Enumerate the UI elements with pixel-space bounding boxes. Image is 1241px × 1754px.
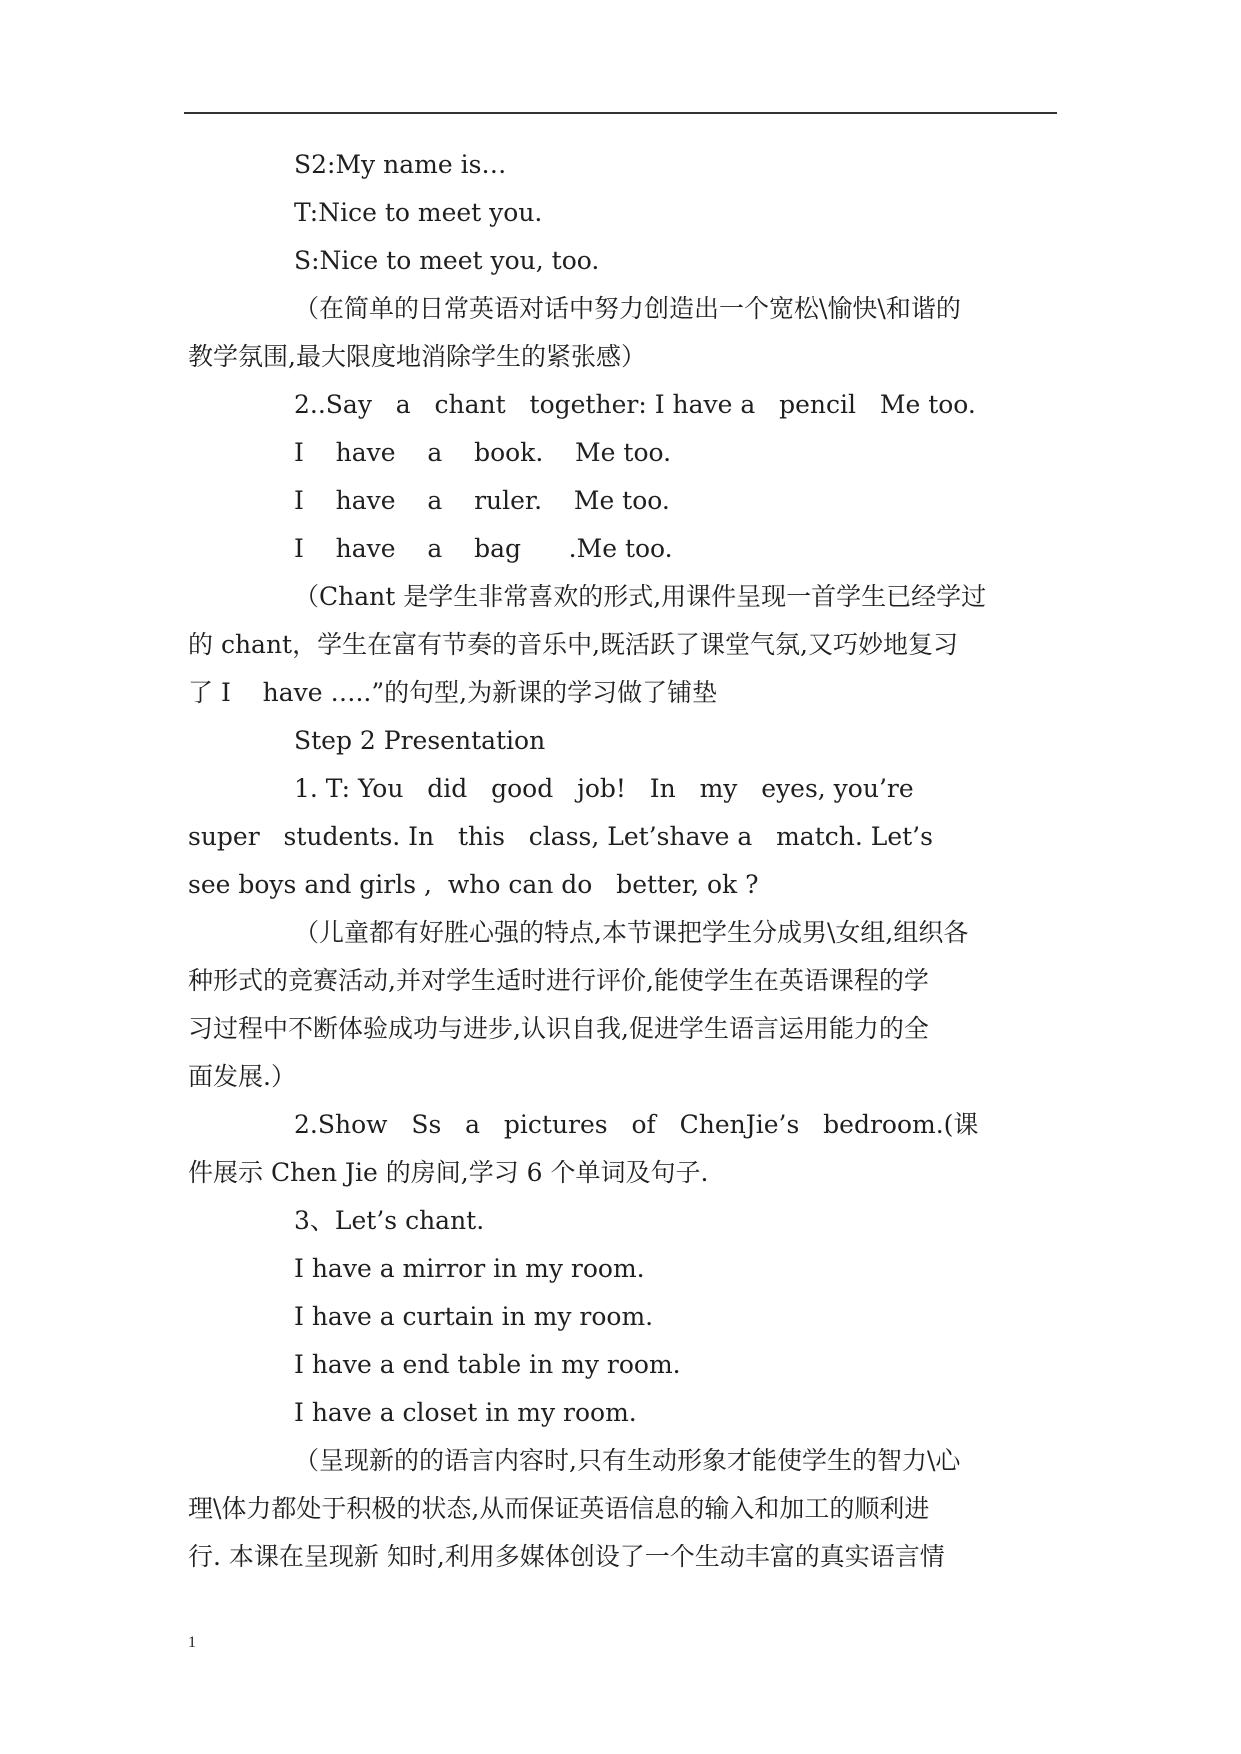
- text-line: （呈现新的的语言内容时,只有生动形象才能使学生的智力\心: [294, 1446, 961, 1475]
- text-line: see boys and girls , who can do better, ok ?: [188, 870, 759, 899]
- text-line: 教学氛围,最大限度地消除学生的紧张感）: [188, 342, 646, 371]
- text-line: 2..Say a chant together: I have a pencil Me too.: [294, 390, 976, 419]
- text-line: 件展示 Chen Jie 的房间,学习 6 个单词及句子.: [188, 1158, 709, 1187]
- text-line: 了 I have …..”的句型,为新课的学习做了铺垫: [188, 678, 718, 707]
- text-line: I have a closet in my room.: [294, 1398, 637, 1427]
- text-line: 习过程中不断体验成功与进步,认识自我,促进学生语言运用能力的全: [188, 1014, 929, 1043]
- text-line: I have a mirror in my room.: [294, 1254, 645, 1283]
- text-line: S2:My name is…: [294, 150, 507, 179]
- text-line: （在简单的日常英语对话中努力创造出一个宽松\愉快\和谐的: [294, 294, 961, 323]
- text-line: 的 chant，学生在富有节奏的音乐中,既活跃了课堂气氛,又巧妙地复习: [188, 630, 958, 659]
- text-line: T:Nice to meet you.: [294, 198, 543, 227]
- page-number: 1: [188, 1634, 196, 1651]
- text-line: S:Nice to meet you, too.: [294, 246, 600, 275]
- header-rule: [184, 112, 1057, 114]
- text-line: 种形式的竞赛活动,并对学生适时进行评价,能使学生在英语课程的学: [188, 966, 929, 995]
- body-text: [188, 141, 1064, 1581]
- text-line: I have a curtain in my room.: [294, 1302, 654, 1331]
- text-line: I have a end table in my room.: [294, 1350, 681, 1379]
- text-line: 3、Let’s chant.: [294, 1206, 485, 1235]
- text-line: 行. 本课在呈现新 知时,利用多媒体创设了一个生动丰富的真实语言情: [188, 1542, 945, 1571]
- text-line: super students. In this class, Let’shave a match. Let’s: [188, 822, 933, 851]
- text-line: （儿童都有好胜心强的特点,本节课把学生分成男\女组,组织各: [294, 918, 969, 947]
- text-line: I have a ruler. Me too.: [294, 486, 670, 515]
- text-line: （Chant 是学生非常喜欢的形式,用课件呈现一首学生已经学过: [294, 582, 987, 611]
- text-line: 理\体力都处于积极的状态,从而保证英语信息的输入和加工的顺利进: [188, 1494, 930, 1523]
- text-line: 面发展.）: [188, 1062, 296, 1091]
- text-line: I have a book. Me too.: [294, 438, 672, 467]
- text-line: I have a bag .Me too.: [294, 534, 673, 563]
- text-line: 2.Show Ss a pictures of ChenJie’s bedroom.(课: [294, 1110, 979, 1139]
- text-line: Step 2 Presentation: [294, 726, 546, 755]
- text-line: 1. T: You did good job! In my eyes, you’re: [294, 774, 914, 803]
